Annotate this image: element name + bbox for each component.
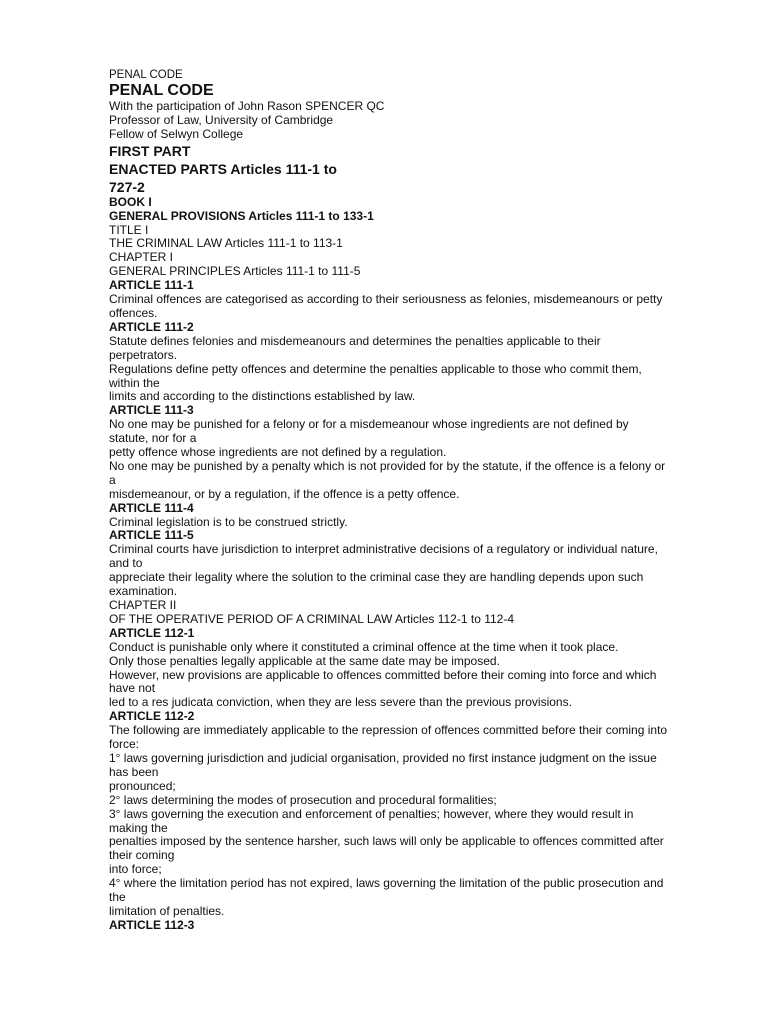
part-heading: ENACTED PARTS Articles 111-1 to [109,160,337,177]
body-text-line: OF THE OPERATIVE PERIOD OF A CRIMINAL LAW Articles 112-1 to 112-4 [109,611,515,626]
body-text-line: THE CRIMINAL LAW Articles 111-1 to 113-1 [109,236,343,251]
body-text-line: force: [109,737,140,752]
body-text-line: 2° laws determining the modes of prosecution and procedural formalities; [109,792,497,807]
body-text-line: their coming [109,848,175,863]
body-text-line: 4° where the limitation period has not expired, laws governing the limitation of the public prosecution and [109,876,664,891]
body-text-line: have not [109,681,156,696]
article-heading: ARTICLE 111-4 [109,500,194,515]
body-text-line: led to a res judicata conviction, when they are less severe than the previous provisions. [109,695,572,710]
body-text-line: making the [109,820,168,835]
body-text-line: petty offence whose ingredients are not defined by a regulation. [109,445,447,460]
body-text-line: Criminal offences are categorised as according to their seriousness as felonies, misdemeanours or petty [109,292,663,307]
chapter-label: CHAPTER I [109,250,174,265]
body-text-line: the [109,890,126,905]
running-header: PENAL CODE [109,69,183,81]
body-text-line: GENERAL PRINCIPLES Articles 111-1 to 111-5 [109,264,361,279]
body-text-line: However, new provisions are applicable to offences committed before their coming into force and which [109,667,657,682]
body-text-line: Professor of Law, University of Cambridge [109,112,334,127]
body-text-line: Only those penalties legally applicable at the same date may be imposed. [109,653,500,668]
part-heading: FIRST PART [109,142,191,159]
body-text-line: appreciate their legality where the solution to the criminal case they are handling depends upon such [109,570,644,585]
body-text-line: No one may be punished by a penalty which is not provided for by the statute, if the offence is a felony or [109,458,666,473]
article-heading: ARTICLE 111-2 [109,319,194,334]
section-heading: GENERAL PROVISIONS Articles 111-1 to 133-1 [109,208,374,223]
body-text-line: offences. [109,305,158,320]
body-text-line: No one may be punished for a felony or for a misdemeanour whose ingredients are not defined by [109,417,629,432]
body-text-line: has been [109,764,159,779]
article-heading: ARTICLE 112-2 [109,709,195,724]
body-text-line: limits and according to the distinctions established by law. [109,389,416,404]
body-text-line: Fellow of Selwyn College [109,126,244,141]
body-text-line: examination. [109,584,178,599]
article-heading: ARTICLE 112-1 [109,625,195,640]
body-text-line: With the participation of John Rason SPENCER QC [109,99,385,113]
body-text-line: statute, nor for a [109,431,197,446]
body-text-line: into force; [109,862,162,877]
title-label: TITLE I [109,222,149,237]
document-page [109,68,719,933]
body-text-line: Criminal courts have jurisdiction to interpret administrative decisions of a regulatory or individual nature, [109,542,658,557]
article-heading: ARTICLE 112-3 [109,917,195,932]
part-heading: 727-2 [109,178,145,195]
body-text-line: 1° laws governing jurisdiction and judicial organisation, provided no first instance judgment on the issue [109,750,657,765]
body-text-line: perpetrators. [109,347,178,362]
body-text-line: 3° laws governing the execution and enforcement of penalties; however, where they would result in [109,806,634,821]
body-text-line: limitation of penalties. [109,903,225,918]
article-heading: ARTICLE 111-3 [109,403,194,418]
book-heading: BOOK I [109,194,152,209]
article-heading: ARTICLE 111-1 [109,278,194,293]
body-text-line: penalties imposed by the sentence harsher, such laws will only be applicable to offences committed after [109,834,664,849]
body-text-line: within the [109,375,160,390]
body-text-line: Regulations define petty offences and determine the penalties applicable to those who commit them, [109,361,642,376]
body-text-line: a [109,472,116,487]
article-heading: ARTICLE 111-5 [109,528,194,543]
body-text-line: and to [109,556,143,571]
document-title: PENAL CODE [109,82,214,99]
body-text-line: The following are immediately applicable to the repression of offences committed before their coming into [109,723,668,738]
chapter-label: CHAPTER II [109,598,177,612]
body-text-line: Criminal legislation is to be construed strictly. [109,514,348,529]
body-text-line: pronounced; [109,778,176,793]
body-text-line: Conduct is punishable only where it constituted a criminal offence at the time when it took place. [109,639,619,654]
body-text-line: misdemeanour, or by a regulation, if the offence is a petty offence. [109,486,460,501]
body-text-line: Statute defines felonies and misdemeanours and determines the penalties applicable to their [109,333,601,348]
